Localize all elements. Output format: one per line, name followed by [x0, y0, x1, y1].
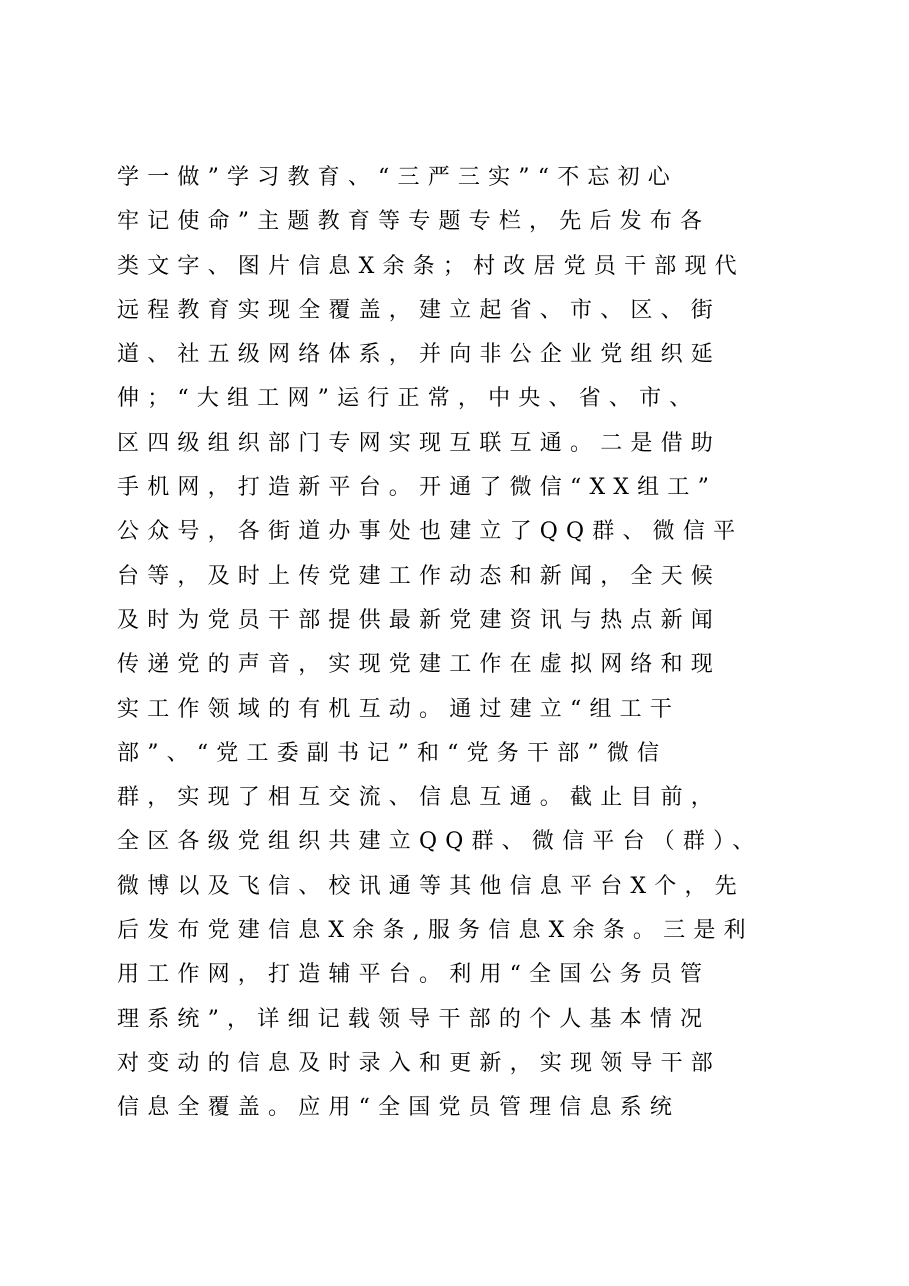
text-line: 用工作网，打造辅平台。利用“全国公务员管: [117, 962, 711, 988]
text-line: 牢记使命”主题教育等专题专栏，先后发布各: [117, 209, 711, 235]
text-line: 后发布党建信息X余条,服务信息X余条。三是利: [117, 918, 754, 944]
text-line: 信息全覆盖。应用“全国党员管理信息系统: [117, 1095, 681, 1121]
body-text: [117, 156, 837, 1131]
text-line: 微博以及飞信、校讯通等其他信息平台X个，先: [117, 873, 745, 899]
text-line: 远程教育实现全覆盖，建立起省、市、区、街: [117, 297, 722, 323]
text-line: 伸；“大组工网”运行正常，中央、省、市、: [117, 386, 700, 412]
text-line: 部”、“党工委副书记”和“党务干部”微信: [117, 740, 668, 766]
text-line: 台等，及时上传党建工作动态和新闻，全天候: [117, 563, 722, 589]
text-line: 道、社五级网络体系，并向非公企业党组织延: [117, 342, 722, 368]
text-line: 手机网，打造新平台。开通了微信“XX组工”: [117, 475, 718, 501]
text-line: 及时为党员干部提供最新党建资讯与热点新闻: [117, 607, 722, 633]
text-line: 区四级组织部门专网实现互联互通。二是借助: [117, 430, 722, 456]
text-line: 群，实现了相互交流、信息互通。截止目前，: [117, 785, 722, 811]
text-line: 全区各级党组织共建立QQ群、微信平台（群）、: [117, 829, 763, 855]
text-line: 对变动的信息及时录入和更新，实现领导干部: [117, 1050, 722, 1076]
text-line: 类文字、图片信息X余条；村改居党员干部现代: [117, 253, 745, 279]
text-line: 理系统”，详细记载领导干部的个人基本情况: [117, 1006, 711, 1032]
text-line: 学一做”学习教育、“三严三实”“不忘初心: [117, 165, 678, 190]
text-line: 实工作领域的有机互动。通过建立“组工干: [117, 696, 681, 722]
text-line: 传递党的声音，实现党建工作在虚拟网络和现: [117, 652, 722, 678]
text-line: 公众号，各街道办事处也建立了QQ群、微信平: [117, 519, 744, 545]
